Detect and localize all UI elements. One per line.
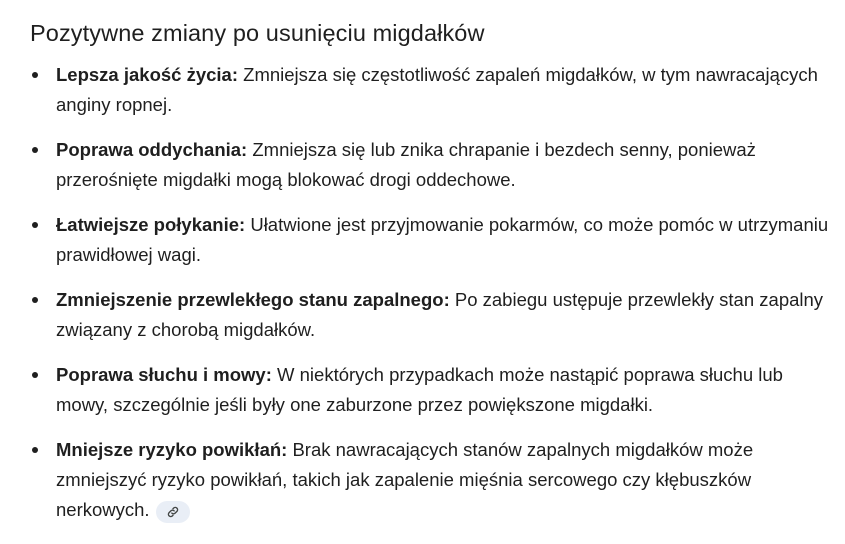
item-title: Poprawa oddychania: xyxy=(56,139,248,160)
item-text: Po zabiegu ustępuje przewlekły stan zapalny związany z chorobą migdałków. xyxy=(56,289,824,340)
benefits-list xyxy=(30,60,830,525)
item-text: Zmniejsza się lub znika chrapanie i bezdech senny, ponieważ przerośnięte migdałki mogą blokować drogi oddechowe. xyxy=(56,139,756,190)
item-text: Ułatwione jest przyjmowanie pokarmów, co może pomóc w utrzymaniu prawidłowej wagi. xyxy=(56,214,829,265)
bullet-icon xyxy=(32,72,38,78)
list-item xyxy=(30,210,830,270)
item-title: Lepsza jakość życia: xyxy=(56,64,239,85)
bullet-icon xyxy=(32,147,38,153)
bullet-icon xyxy=(32,372,38,378)
item-title: Poprawa słuchu i mowy: xyxy=(56,364,272,385)
list-item xyxy=(30,285,830,345)
item-title: Zmniejszenie przewlekłego stanu zapalnego: xyxy=(56,289,450,310)
item-text: Zmniejsza się częstotliwość zapaleń migdałków, w tym nawracających anginy ropnej. xyxy=(56,64,818,115)
bullet-icon xyxy=(32,297,38,303)
list-item xyxy=(30,135,830,195)
bullet-icon xyxy=(32,447,38,453)
list-item xyxy=(30,360,830,420)
source-link-button[interactable] xyxy=(156,501,190,523)
item-text: Brak nawracających stanów zapalnych migdałków może zmniejszyć ryzyko powikłań, takich jak zapalenie mięśnia sercowego czy kłębuszków nerkowych. xyxy=(56,439,754,520)
section-heading: Pozytywne zmiany po usunięciu migdałków xyxy=(30,20,485,46)
link-icon xyxy=(166,505,180,519)
item-text: W niektórych przypadkach może nastąpić poprawa słuchu lub mowy, szczególnie jeśli były one zaburzone przez powiększone migdałki. xyxy=(56,364,783,415)
bullet-icon xyxy=(32,222,38,228)
list-item xyxy=(30,60,830,120)
list-item xyxy=(30,435,830,525)
item-title: Łatwiejsze połykanie: xyxy=(56,214,246,235)
item-title: Mniejsze ryzyko powikłań: xyxy=(56,439,288,460)
